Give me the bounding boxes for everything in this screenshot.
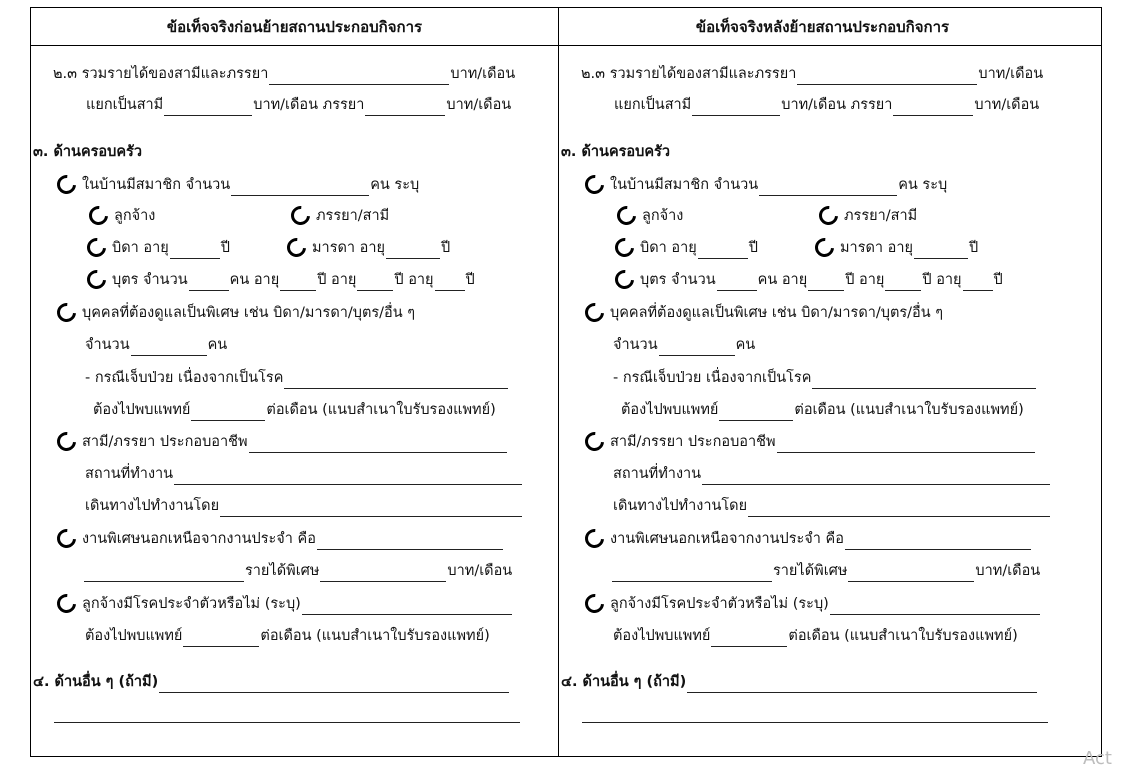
extra-income-label: รายได้พิเศษ xyxy=(245,563,320,579)
doctor-visit-label: ต้องไปพบแพทย์ xyxy=(621,402,719,418)
income-unit: บาท/เดือน xyxy=(978,66,1044,82)
special-count-field[interactable] xyxy=(659,340,735,356)
child-age-label: ปี อายุ xyxy=(394,272,434,288)
illness-row xyxy=(85,366,509,389)
doctor-visit-row xyxy=(93,398,496,421)
members-unit: คน ระบุ xyxy=(898,177,948,193)
members-label: ในบ้านมีสมาชิก จำนวน xyxy=(610,177,759,193)
wife-income-label: บาท/เดือน ภรรยา xyxy=(253,97,365,113)
child-age-field-3[interactable] xyxy=(963,275,993,291)
mother-age-label: มารดา อายุ xyxy=(840,240,914,256)
activation-watermark: Act xyxy=(1083,748,1112,769)
members-field[interactable] xyxy=(231,180,369,196)
father-age-label: บิดา อายุ xyxy=(112,240,169,256)
commute-row xyxy=(85,494,523,517)
radio-occupation[interactable] xyxy=(53,428,80,455)
disease-row xyxy=(57,592,513,615)
commute-label: เดินทางไปทำงานโดย xyxy=(613,498,748,514)
special-count-label: จำนวน xyxy=(85,337,130,353)
income-unit: บาท/เดือน xyxy=(446,97,512,113)
doctor-visit-field[interactable] xyxy=(191,405,265,421)
extra-job-field[interactable] xyxy=(845,534,1031,550)
before-column xyxy=(31,8,558,756)
spouse-option xyxy=(291,204,389,227)
occupation-field[interactable] xyxy=(249,437,507,453)
children-count-label: บุตร จำนวน xyxy=(112,272,188,288)
extra-job-row xyxy=(57,527,504,550)
illness-field[interactable] xyxy=(284,373,508,389)
spouse-label: ภรรยา/สามี xyxy=(316,208,390,224)
doctor-visit-note: ต่อเดือน (แนบสำเนาใบรับรองแพทย์) xyxy=(794,402,1024,418)
other-field[interactable] xyxy=(159,677,509,693)
wife-income-label: บาท/เดือน ภรรยา xyxy=(781,97,893,113)
employee-label: ลูกจ้าง xyxy=(642,208,684,224)
doctor-visit-row xyxy=(621,398,1024,421)
child-age-field-2[interactable] xyxy=(357,275,393,291)
family-section-title: ๓. ด้านครอบครัว xyxy=(33,144,142,160)
children-count-field[interactable] xyxy=(717,275,757,291)
child-age-unit: ปี xyxy=(465,272,475,288)
radio-members[interactable] xyxy=(53,171,80,198)
employee-option xyxy=(89,204,155,227)
extra-income-row xyxy=(611,559,1040,582)
income-total-row xyxy=(53,62,515,85)
occupation-row xyxy=(57,430,508,453)
radio-father[interactable] xyxy=(611,234,638,261)
husband-income-label: แยกเป็นสามี xyxy=(614,97,692,113)
extra-income-row xyxy=(83,559,512,582)
extra-income-field[interactable] xyxy=(320,566,446,582)
radio-extra-job[interactable] xyxy=(53,525,80,552)
radio-spouse[interactable] xyxy=(815,202,842,229)
workplace-row xyxy=(613,462,1051,485)
illness-row xyxy=(613,366,1037,389)
husband-income-field[interactable] xyxy=(692,100,780,116)
mother-age-field[interactable] xyxy=(386,243,440,259)
mother-age-unit: ปี xyxy=(969,240,979,256)
spouse-option xyxy=(819,204,917,227)
workplace-label: สถานที่ทำงาน xyxy=(613,466,702,482)
members-row xyxy=(57,173,419,196)
income-unit: บาท/เดือน xyxy=(974,97,1040,113)
doctor-visit-note: ต่อเดือน (แนบสำเนาใบรับรองแพทย์) xyxy=(266,402,496,418)
illness-label: - กรณีเจ็บป่วย เนื่องจากเป็นโรค xyxy=(85,370,284,386)
radio-employee[interactable] xyxy=(613,202,640,229)
extra-job-row xyxy=(585,527,1032,550)
radio-children[interactable] xyxy=(83,266,110,293)
extra-income-unit: บาท/เดือน xyxy=(447,563,513,579)
wife-income-field[interactable] xyxy=(365,100,445,116)
father-age-unit: ปี xyxy=(220,240,230,256)
disease-doctor-note: ต่อเดือน (แนบสำเนาใบรับรองแพทย์) xyxy=(788,628,1018,644)
other-field-2[interactable] xyxy=(54,707,520,723)
doctor-visit-field[interactable] xyxy=(719,405,793,421)
disease-row xyxy=(585,592,1041,615)
radio-special-care[interactable] xyxy=(581,299,608,326)
extra-job-label: งานพิเศษนอกเหนือจากงานประจำ คือ xyxy=(610,531,844,547)
special-care-label: บุคคลที่ต้องดูแลเป็นพิเศษ เช่น บิดา/มารดา/บุตร/อื่น ๆ xyxy=(82,305,416,321)
special-count-row xyxy=(85,333,227,356)
special-care-row xyxy=(585,301,943,324)
radio-occupation[interactable] xyxy=(581,428,608,455)
father-row xyxy=(615,236,758,259)
father-age-label: บิดา อายุ xyxy=(640,240,697,256)
extra-job-field-2[interactable] xyxy=(612,566,772,582)
child-age-label: คน อายุ xyxy=(229,272,280,288)
workplace-row xyxy=(85,462,523,485)
children-count-field[interactable] xyxy=(189,275,229,291)
other-field[interactable] xyxy=(687,677,1037,693)
mother-age-field[interactable] xyxy=(914,243,968,259)
other-section-title: ๔. ด้านอื่น ๆ (ถ้ามี) xyxy=(33,674,159,690)
occupation-row xyxy=(585,430,1036,453)
members-unit: คน ระบุ xyxy=(370,177,420,193)
relocation-form xyxy=(30,7,1102,757)
father-row xyxy=(87,236,230,259)
disease-doctor-note: ต่อเดือน (แนบสำเนาใบรับรองแพทย์) xyxy=(260,628,490,644)
mother-age-label: มารดา อายุ xyxy=(312,240,386,256)
income-total-label: ๒.๓ รวมรายได้ของสามีและภรรยา xyxy=(581,66,797,82)
child-age-field-2[interactable] xyxy=(885,275,921,291)
disease-field[interactable] xyxy=(302,599,512,615)
income-total-field[interactable] xyxy=(797,69,977,85)
children-row xyxy=(87,268,475,291)
illness-label: - กรณีเจ็บป่วย เนื่องจากเป็นโรค xyxy=(613,370,812,386)
radio-employee[interactable] xyxy=(85,202,112,229)
members-row xyxy=(585,173,947,196)
spouse-label: ภรรยา/สามี xyxy=(844,208,918,224)
radio-special-care[interactable] xyxy=(53,299,80,326)
radio-disease[interactable] xyxy=(53,590,80,617)
special-count-row xyxy=(613,333,755,356)
commute-field[interactable] xyxy=(748,501,1050,517)
mother-row xyxy=(815,236,978,259)
radio-extra-job[interactable] xyxy=(581,525,608,552)
child-age-field-3[interactable] xyxy=(435,275,465,291)
occupation-label: สามี/ภรรยา ประกอบอาชีพ xyxy=(82,434,248,450)
radio-mother[interactable] xyxy=(283,234,310,261)
disease-doctor-field[interactable] xyxy=(711,631,787,647)
employee-option xyxy=(617,204,683,227)
disease-doctor-row xyxy=(613,624,1018,647)
extra-job-field[interactable] xyxy=(317,534,503,550)
occupation-field[interactable] xyxy=(777,437,1035,453)
children-row xyxy=(615,268,1003,291)
other-field-2[interactable] xyxy=(582,707,1048,723)
extra-income-unit: บาท/เดือน xyxy=(975,563,1041,579)
employee-label: ลูกจ้าง xyxy=(114,208,156,224)
special-count-unit: คน xyxy=(207,337,228,353)
other-row xyxy=(561,670,1038,693)
disease-label: ลูกจ้างมีโรคประจำตัวหรือไม่ (ระบุ) xyxy=(610,596,829,612)
child-age-label: คน อายุ xyxy=(757,272,808,288)
special-count-label: จำนวน xyxy=(613,337,658,353)
disease-doctor-label: ต้องไปพบแพทย์ xyxy=(85,628,183,644)
husband-income-field[interactable] xyxy=(164,100,252,116)
radio-disease[interactable] xyxy=(581,590,608,617)
father-age-field[interactable] xyxy=(698,243,748,259)
other-row-2 xyxy=(581,707,1049,723)
disease-doctor-field[interactable] xyxy=(183,631,259,647)
special-care-label: บุคคลที่ต้องดูแลเป็นพิเศษ เช่น บิดา/มารดา/บุตร/อื่น ๆ xyxy=(610,305,944,321)
child-age-field-1[interactable] xyxy=(808,275,844,291)
doctor-visit-label: ต้องไปพบแพทย์ xyxy=(93,402,191,418)
disease-label: ลูกจ้างมีโรคประจำตัวหรือไม่ (ระบุ) xyxy=(82,596,301,612)
radio-members[interactable] xyxy=(581,171,608,198)
extra-income-field[interactable] xyxy=(848,566,974,582)
disease-field[interactable] xyxy=(830,599,1040,615)
child-age-field-1[interactable] xyxy=(280,275,316,291)
workplace-field[interactable] xyxy=(702,469,1050,485)
special-care-row xyxy=(57,301,415,324)
income-total-field[interactable] xyxy=(269,69,449,85)
child-age-label: ปี อายุ xyxy=(317,272,357,288)
occupation-label: สามี/ภรรยา ประกอบอาชีพ xyxy=(610,434,776,450)
mother-row xyxy=(287,236,450,259)
after-column xyxy=(559,8,1086,756)
father-age-unit: ปี xyxy=(748,240,758,256)
commute-label: เดินทางไปทำงานโดย xyxy=(85,498,220,514)
wife-income-field[interactable] xyxy=(893,100,973,116)
other-row xyxy=(33,670,510,693)
child-age-label: ปี อายุ xyxy=(922,272,962,288)
mother-age-unit: ปี xyxy=(441,240,451,256)
radio-children[interactable] xyxy=(611,266,638,293)
income-unit: บาท/เดือน xyxy=(450,66,516,82)
extra-job-label: งานพิเศษนอกเหนือจากงานประจำ คือ xyxy=(82,531,316,547)
father-age-field[interactable] xyxy=(170,243,220,259)
workplace-field[interactable] xyxy=(174,469,522,485)
radio-mother[interactable] xyxy=(811,234,838,261)
family-section-title: ๓. ด้านครอบครัว xyxy=(561,144,670,160)
members-label: ในบ้านมีสมาชิก จำนวน xyxy=(82,177,231,193)
child-age-label: ปี อายุ xyxy=(845,272,885,288)
radio-spouse[interactable] xyxy=(287,202,314,229)
income-total-row xyxy=(581,62,1043,85)
special-count-field[interactable] xyxy=(131,340,207,356)
disease-doctor-label: ต้องไปพบแพทย์ xyxy=(613,628,711,644)
husband-income-label: แยกเป็นสามี xyxy=(86,97,164,113)
members-field[interactable] xyxy=(759,180,897,196)
income-total-label: ๒.๓ รวมรายได้ของสามีและภรรยา xyxy=(53,66,269,82)
before-header: ข้อเท็จจริงก่อนย้ายสถานประกอบกิจการ xyxy=(166,17,423,36)
illness-field[interactable] xyxy=(812,373,1036,389)
extra-income-label: รายได้พิเศษ xyxy=(773,563,848,579)
income-split-row xyxy=(86,93,511,116)
other-row-2 xyxy=(53,707,521,723)
after-header: ข้อเท็จจริงหลังย้ายสถานประกอบกิจการ xyxy=(695,17,950,36)
disease-doctor-row xyxy=(85,624,490,647)
other-section-title: ๔. ด้านอื่น ๆ (ถ้ามี) xyxy=(561,674,687,690)
extra-job-field-2[interactable] xyxy=(84,566,244,582)
workplace-label: สถานที่ทำงาน xyxy=(85,466,174,482)
commute-field[interactable] xyxy=(220,501,522,517)
children-count-label: บุตร จำนวน xyxy=(640,272,716,288)
special-count-unit: คน xyxy=(735,337,756,353)
income-split-row xyxy=(614,93,1039,116)
commute-row xyxy=(613,494,1051,517)
radio-father[interactable] xyxy=(83,234,110,261)
child-age-unit: ปี xyxy=(993,272,1003,288)
